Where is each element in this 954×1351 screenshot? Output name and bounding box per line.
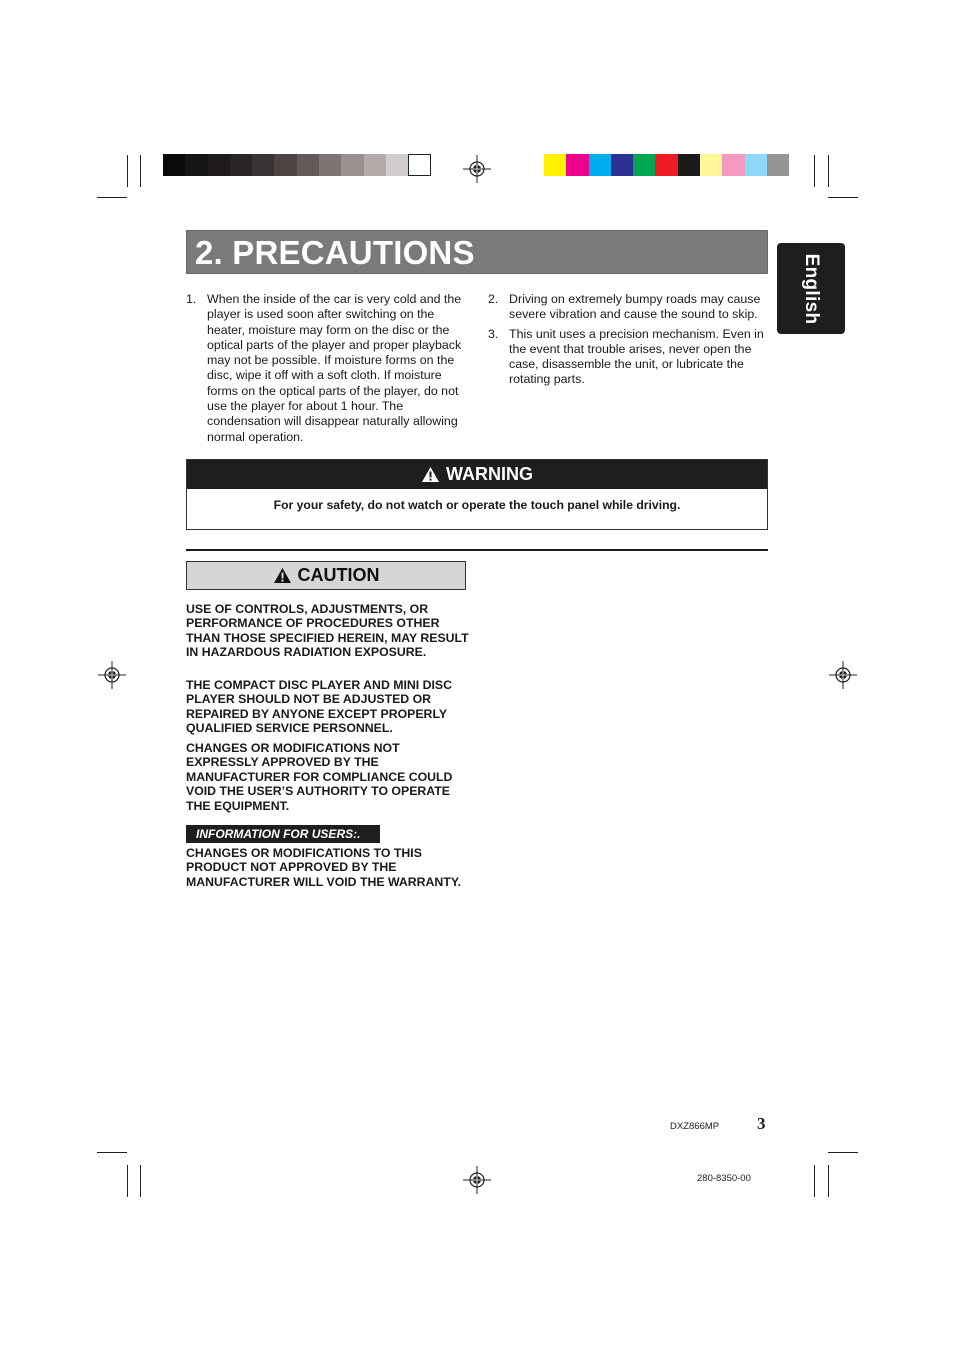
color-swatch	[163, 154, 185, 176]
color-swatch	[655, 154, 677, 176]
crop-mark	[140, 1165, 141, 1197]
document-code: 280-8350-00	[697, 1173, 751, 1184]
color-bar	[544, 154, 789, 176]
crop-mark	[127, 1165, 128, 1197]
list-item	[488, 327, 764, 388]
list-item-number: 3.	[488, 326, 499, 341]
crop-mark	[814, 1165, 815, 1197]
color-swatch	[589, 154, 611, 176]
crop-mark	[828, 1165, 829, 1197]
color-swatch	[252, 154, 274, 176]
color-swatch	[341, 154, 363, 176]
registration-mark-icon	[98, 661, 126, 689]
warning-heading: WARNING	[446, 464, 533, 484]
list-item-text: Driving on extremely bumpy roads may cause severe vibration and cause the sound to skip.	[509, 292, 761, 322]
crop-mark	[828, 1152, 858, 1153]
color-swatch	[230, 154, 252, 176]
page-title: 2. PRECAUTIONS	[195, 234, 475, 271]
color-swatch	[678, 154, 700, 176]
crop-mark	[828, 155, 829, 187]
caution-paragraph: THE COMPACT DISC PLAYER AND MINI DISC PLAYER SHOULD NOT BE ADJUSTED OR REPAIRED BY ANYONE EXCEPT PROPERLY QUALIFIED SERVICE PERSONNEL.	[186, 678, 452, 736]
color-swatch	[633, 154, 655, 176]
list-item	[186, 292, 468, 445]
registration-mark-icon	[463, 155, 491, 183]
crop-mark	[127, 155, 128, 187]
info-label: INFORMATION FOR USERS:.	[186, 825, 380, 843]
crop-mark	[140, 155, 141, 187]
color-swatch	[745, 154, 767, 176]
precautions-list-left	[186, 292, 468, 449]
list-item	[488, 292, 764, 323]
page-number: 3	[757, 1114, 766, 1133]
color-swatch	[364, 154, 386, 176]
language-tab-label: English	[801, 253, 822, 324]
caution-header	[186, 561, 466, 590]
color-swatch	[767, 154, 789, 176]
caution-triangle-icon	[273, 567, 292, 584]
grayscale-bar	[163, 154, 431, 176]
color-swatch	[408, 154, 430, 176]
color-swatch	[297, 154, 319, 176]
warning-triangle-icon	[421, 466, 440, 483]
model-number: DXZ866MP	[670, 1121, 720, 1132]
crop-mark	[97, 197, 127, 198]
warning-text: For your safety, do not watch or operate the touch panel while driving.	[273, 498, 681, 512]
info-text: CHANGES OR MODIFICATIONS TO THIS PRODUCT NOT APPROVED BY THE MANUFACTURER WILL VOID THE WARRANTY.	[186, 846, 462, 889]
caution-heading: CAUTION	[297, 565, 380, 585]
caution-paragraph: CHANGES OR MODIFICATIONS NOT EXPRESSLY APPROVED BY THE MANUFACTURER FOR COMPLIANCE COULD VOID THE USER’S AUTHORITY TO OPERATE THE EQUIPMENT.	[186, 741, 453, 813]
registration-mark-icon	[829, 661, 857, 689]
color-swatch	[566, 154, 588, 176]
crop-mark	[97, 1152, 127, 1153]
color-swatch	[722, 154, 744, 176]
list-item-text: This unit uses a precision mechanism. Even in the event that trouble arises, never open the case, disassemble the unit, or lubricate the rotating parts.	[509, 326, 764, 387]
list-item-number: 1.	[186, 292, 197, 306]
list-item-text: When the inside of the car is very cold and the player is used soon after switching on the heater, moisture may form on the disc or the optical parts of the player and proper playback may not be possible. If moisture forms on the disc, wipe it off with a soft cloth. If moisture forms on the optical parts of the player, do not use the player for about 1 hour. The condensation will disappear naturally allowing normal operation.	[207, 292, 462, 444]
precautions-list-right	[488, 292, 764, 392]
color-swatch	[611, 154, 633, 176]
color-swatch	[700, 154, 722, 176]
crop-mark	[828, 197, 858, 198]
color-swatch	[274, 154, 296, 176]
title-band	[186, 230, 768, 274]
color-swatch	[319, 154, 341, 176]
caution-paragraph: USE OF CONTROLS, ADJUSTMENTS, OR PERFORMANCE OF PROCEDURES OTHER THAN THOSE SPECIFIED HEREIN, MAY RESULT IN HAZARDOUS RADIATION EXPOSURE.	[186, 602, 469, 660]
divider	[186, 549, 768, 551]
language-tab	[777, 243, 845, 334]
color-swatch	[185, 154, 207, 176]
color-swatch	[208, 154, 230, 176]
color-swatch	[386, 154, 408, 176]
list-item-number: 2.	[488, 292, 499, 306]
registration-mark-icon	[463, 1166, 491, 1194]
warning-box	[186, 459, 768, 530]
warning-header	[187, 460, 767, 489]
crop-mark	[814, 155, 815, 187]
color-swatch	[544, 154, 566, 176]
